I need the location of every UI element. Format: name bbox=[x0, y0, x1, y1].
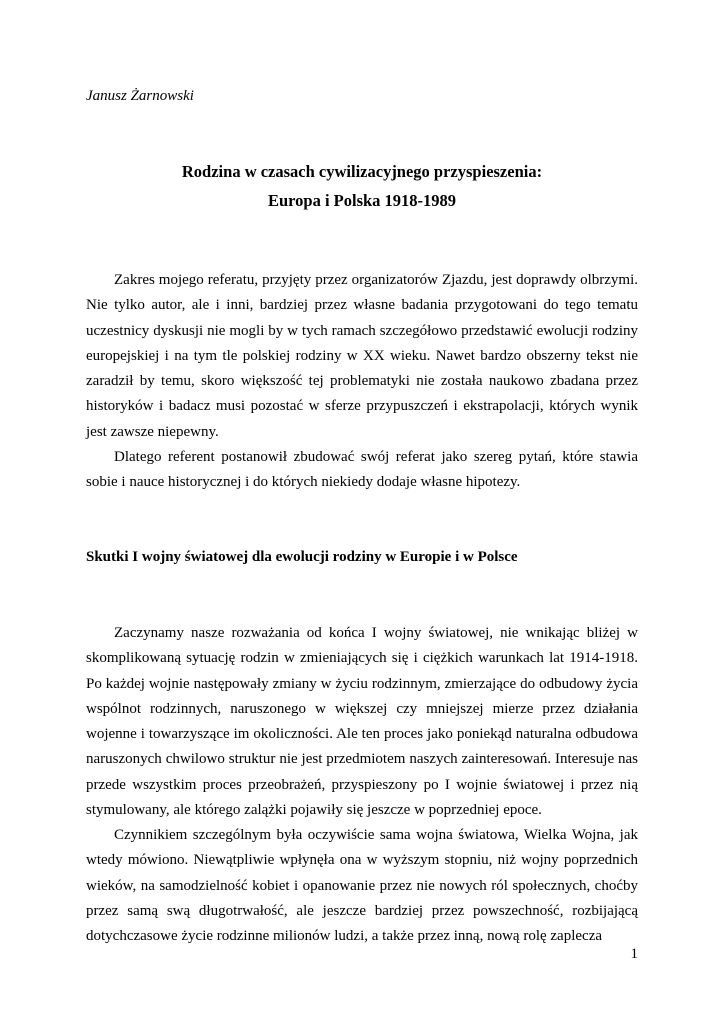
title-line-1: Rodzina w czasach cywilizacyjnego przyspieszenia: bbox=[181, 162, 543, 181]
intro-paragraph-2: Dlatego referent postanowił zbudować swój referat jako szereg pytań, które stawia sobie i nauce historycznej i do których niekiedy dodaje własne hipotezy. bbox=[86, 449, 638, 491]
section-heading: Skutki I wojny światowej dla ewolucji rodziny w Europie i w Polsce bbox=[86, 549, 518, 565]
title-line-2: Europa i Polska 1918-1989 bbox=[267, 191, 457, 210]
intro-paragraph-1: Zakres mojego referatu, przyjęty przez organizatorów Zjazdu, jest doprawdy olbrzymi. Nie tylko autor, ale i inni, bardziej przez własne badania przygotowani do tego tematu uczestnicy dyskusji nie mogli by w tych ramach szczegółowo przedstawić ewolucji rodziny europejskiej i na tym tle polskiej rodziny w XX wieku. Nawet bardzo obszerny tekst nie zaradził by temu, skoro większość tej problematyki nie została naukowo zbadana przez historyków i badacz musi pozostać w sferze przypuszczeń i ekstrapolacji, których wynik jest zawsze niepewny. bbox=[86, 272, 638, 440]
section-paragraph-2: Czynnikiem szczególnym była oczywiście sama wojna światowa, Wielka Wojna, jak wtedy mówiono. Niewątpliwie wpłynęła ona w wyższym stopniu, niż wojny poprzednich wieków, na samodzielność kobiet i opanowanie przez nie nowych ról społecznych, choćby przez samą swą długotrwałość, ale jeszcze bardziej przez powszechność, rozbijającą dotychczasowe życie rodzinne milionów ludzi, a także przez inną, nową rolę zaplecza bbox=[86, 827, 638, 945]
author-name: Janusz Żarnowski bbox=[86, 88, 194, 104]
section-paragraph-1: Zaczynamy nasze rozważania od końca I wojny światowej, nie wnikając bliżej w skomplikowaną sytuację rodzin w zmieniających się i ciężkich warunkach lat 1914-1918. Po każdej wojnie następowały zmiany w życiu rodzinnym, zmierzające do odbudowy życia wspólnot rodzinnych, naruszonego w większej czy mniejszej mierze przez działania wojenne i towarzyszące im okoliczności. Ale ten proces jako poniekąd naturalna odbudowa naruszonych chwilowo struktur nie jest przedmiotem naszych zainteresowań. Interesuje nas przede wszystkim proces przeobrażeń, przyspieszony po I wojnie światowej i przez nią stymulowany, ale którego zalążki pojawiły się jeszcze w poprzedniej epoce. bbox=[86, 625, 638, 819]
page-number: 1 bbox=[630, 946, 638, 962]
